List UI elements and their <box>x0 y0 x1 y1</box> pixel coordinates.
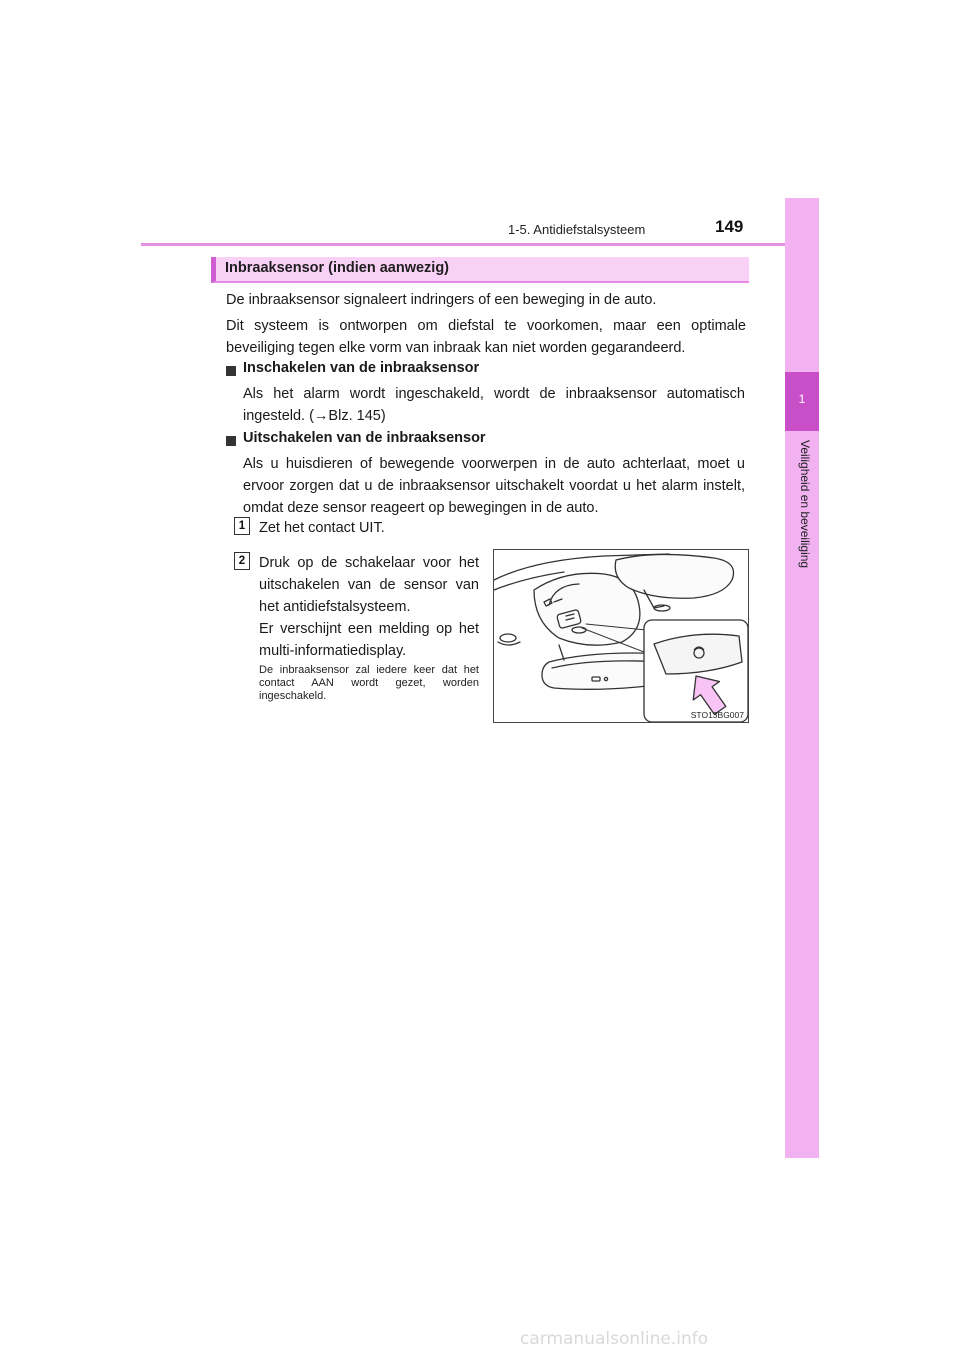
step-1-text: Zet het contact UIT. <box>259 520 385 536</box>
subsection-heading-disable: Uitschakelen van de inbraaksensor <box>243 430 486 446</box>
subsection-text-disable: Als u huisdieren of bewegende voorwerpen in de auto achterlaat, moet u ervoor zorgen dat u de inbraaksensor uitschakelt voordat u het alarm instelt, omdat deze sensor reageert op bewegingen in de auto. <box>243 456 745 516</box>
footer-watermark: carmanualsonline.info <box>520 1329 709 1349</box>
subsection-text-enable: Als het alarm wordt ingeschakeld, wordt de inbraaksensor automatisch ingesteld. (→Blz. 145) <box>243 386 745 424</box>
intro-paragraph-2: Dit systeem is ontworpen om diefstal te voorkomen, maar een optimale beveiliging tegen elke vorm van inbraak kan niet worden gegarandeerd. <box>226 318 746 356</box>
step-number-box: 1 <box>234 517 250 535</box>
step-2-note: De inbraaksensor zal iedere keer dat het contact AAN wordt gezet, worden ingeschakeld. <box>259 664 479 702</box>
bullet-square-icon <box>226 366 236 376</box>
step-number-box: 2 <box>234 552 250 570</box>
subsection-heading-enable: Inschakelen van de inbraaksensor <box>243 360 480 376</box>
overhead-console-drawing <box>494 550 749 723</box>
bullet-square-icon <box>226 436 236 446</box>
page-number: 149 <box>715 217 744 236</box>
sensor-switch-illustration <box>493 549 749 723</box>
figure-code: STO13BG007 <box>690 710 744 720</box>
chapter-number-tab: 1 <box>785 372 819 431</box>
step-2-text: Druk op de schakelaar voor het uitschakelen van de sensor van het antidiefstalsysteem. <box>259 555 479 615</box>
intro-paragraph-1: De inbraaksensor signaleert indringers of een beweging in de auto. <box>226 292 657 308</box>
header-divider <box>141 243 819 246</box>
header-section-title: 1-5. Antidiefstalsysteem <box>508 222 646 237</box>
section-heading: Inbraaksensor (indien aanwezig) <box>225 260 449 276</box>
chapter-side-label: Veiligheid en beveiliging <box>798 440 812 569</box>
step-2-text-result: Er verschijnt een melding op het multi-informatiedisplay. <box>259 621 479 659</box>
chapter-side-strip <box>785 198 819 1158</box>
section-heading-bar <box>211 257 749 283</box>
